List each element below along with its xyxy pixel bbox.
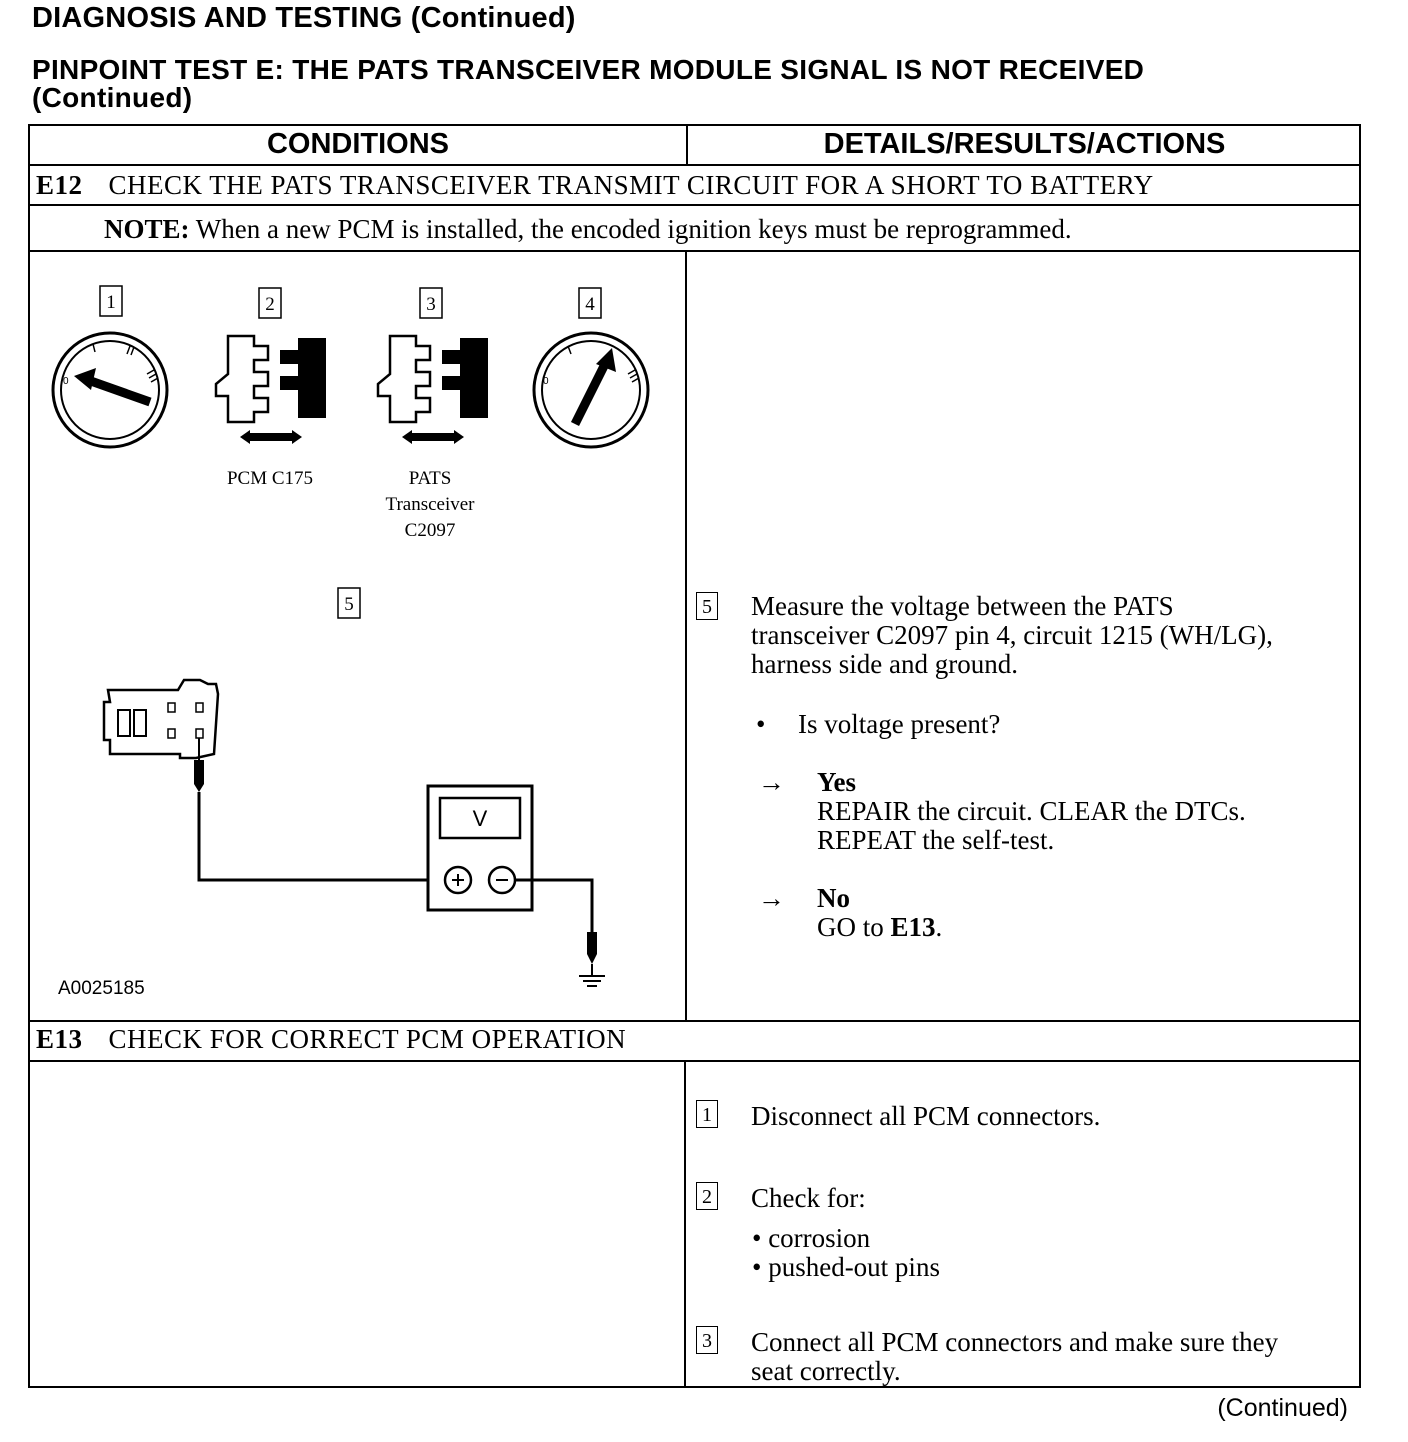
col-header-conditions: CONDITIONS [266,128,450,160]
label-pats-line-2: Transceiver [385,494,475,515]
multimeter-icon [428,786,532,910]
label-pats-transceiver [370,466,490,544]
step-e12-id: E12 [36,170,83,200]
figure-id: A0025185 [58,978,145,999]
list-item: • corrosion [752,1223,871,1253]
negative-test-lead [515,880,597,976]
positive-test-lead [194,738,428,880]
e12-column-divider [685,250,687,1020]
pats-transceiver-connector-icon [378,336,488,422]
header-divider [686,126,688,164]
result-yes-label: Yes [817,767,856,797]
svg-text:0: 0 [543,376,549,387]
list-item: • pushed-out pins [752,1252,940,1282]
callout-2 [259,288,281,318]
result-yes [817,768,1246,855]
callout-3-text: 3 [426,294,436,315]
e12-figure [30,252,684,1018]
step-5-number: 5 [696,592,718,620]
svg-text:0: 0 [63,376,69,387]
goto-e13-link[interactable]: E13 [890,912,936,942]
row-divider [30,1020,1359,1022]
question-bullet: • [756,709,766,739]
note-text: When a new PCM is installed, the encoded ignition keys must be reprogrammed. [195,214,1072,244]
step-e13-heading [36,1024,626,1055]
step-e12-heading [36,170,1154,201]
note [104,214,1072,245]
ignition-switch-run-icon [534,333,648,447]
e13-step-1-text: Disconnect all PCM connectors. [751,1101,1101,1131]
callout-2-text: 2 [265,294,275,315]
result-yes-line-2: REPEAT the self-test. [817,825,1055,855]
e13-step-3-text [751,1328,1361,1386]
subtitle-line-1: PINPOINT TEST E: THE PATS TRANSCEIVER MODULE SIGNAL IS NOT RECEIVED [32,54,1145,85]
callout-1-text: 1 [106,292,116,313]
note-label: NOTE: [104,214,190,244]
row-divider [30,204,1359,206]
row-divider [30,1060,1359,1062]
step-e13-title: CHECK FOR CORRECT PCM OPERATION [108,1024,627,1054]
step-e12-title: CHECK THE PATS TRANSCEIVER TRANSMIT CIRCUIT FOR A SHORT TO BATTERY [108,170,1154,200]
callout-1 [100,286,122,316]
result-no-text: GO to [817,912,884,942]
label-pats-line-1: PATS [408,468,452,489]
callout-5-text: 5 [344,594,354,615]
subtitle-line-2: (Continued) [32,82,193,113]
meter-label: V [472,806,488,831]
e13-step-3-line-1: Connect all PCM connectors and make sure they [751,1327,1279,1357]
e13-step-1-number: 1 [696,1100,718,1128]
connector-arrow-icon [402,430,464,444]
ignition-switch-off-icon [53,333,167,447]
e13-step-3-line-2: seat correctly. [751,1356,901,1386]
connector-arrow-icon [240,430,302,444]
pinpoint-test-table [28,124,1361,1388]
e13-step-2-list [752,1224,940,1282]
step-5-question: Is voltage present? [798,709,1001,739]
step-5-text [751,592,1351,679]
result-no-label: No [817,883,850,913]
callout-4-text: 4 [585,294,595,315]
step-5-line-1: Measure the voltage between the PATS [751,591,1174,621]
e13-column-divider [684,1060,686,1388]
row-divider [30,164,1359,166]
label-pcm-c175: PCM C175 [226,468,314,489]
e13-step-2-text: Check for: [751,1183,866,1213]
result-no-period: . [935,912,943,942]
step-e13-id: E13 [36,1024,83,1054]
callout-5 [338,588,360,618]
ground-icon [579,976,605,986]
pcm-connector-icon [216,336,326,422]
continued-footer: (Continued) [1217,1394,1348,1422]
step-5-line-3: harness side and ground. [751,649,1018,679]
callout-4 [579,288,601,318]
result-yes-line-1: REPAIR the circuit. CLEAR the DTCs. [817,796,1246,826]
result-no-action [817,913,942,942]
label-pats-line-3: C2097 [404,520,456,541]
page-subtitle [32,56,1144,112]
result-no [817,884,942,942]
yes-arrow-icon: → [758,767,785,797]
e13-step-3-number: 3 [696,1326,718,1354]
page-title: DIAGNOSIS AND TESTING (Continued) [32,2,576,34]
no-arrow-icon: → [758,883,785,913]
callout-3 [420,288,442,318]
harness-connector-icon [104,680,218,758]
e13-step-2-number: 2 [696,1182,718,1210]
step-5-line-2: transceiver C2097 pin 4, circuit 1215 (WH/LG), [751,620,1273,650]
col-header-details: DETAILS/RESULTS/ACTIONS [823,128,1226,160]
